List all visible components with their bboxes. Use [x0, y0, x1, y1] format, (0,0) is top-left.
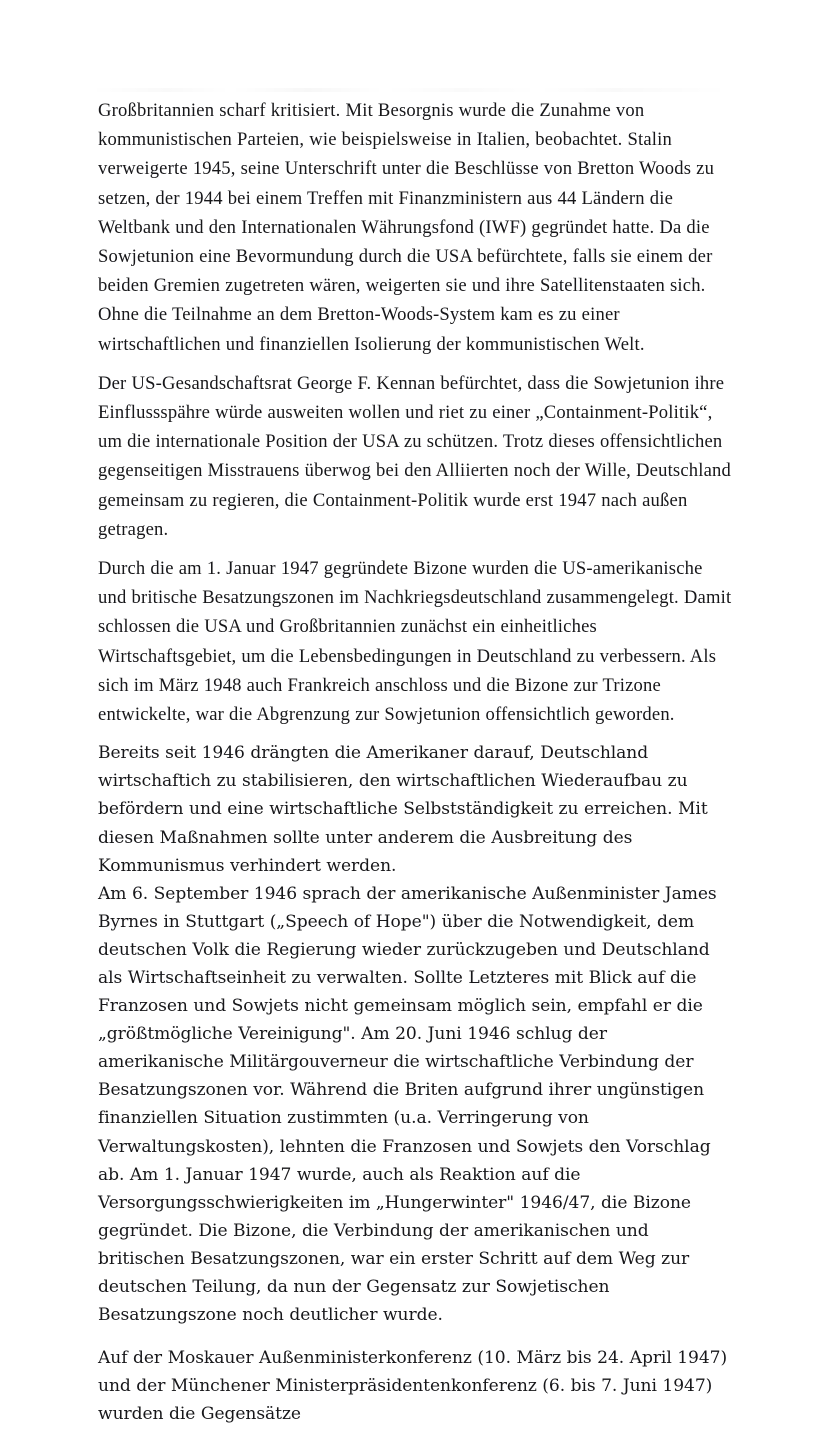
- document-text-body: [98, 96, 732, 1429]
- paragraph-5: Am 6. September 1946 sprach der amerikanische Außenminister James Byrnes in Stuttgart („Speech of Hope") über die Notwendigkeit, dem deutschen Volk die Regierung wieder zurückzugeben und Deutschland als Wirtschaftseinheit zu verwalten. Sollte Letzteres mit Blick auf die Franzosen und Sowjets nicht gemeinsam möglich sein, empfahl er die „größtmögliche Vereinigung". Am 20. Juni 1946 schlug der amerikanische Militärgouverneur die wirtschaftliche Verbindung der Besatzungszonen vor. Während die Briten aufgrund ihrer ungünstigen finanziellen Situation zustimmten (u.a. Verringerung von Verwaltungskosten), lehnten die Franzosen und Sowjets den Vorschlag ab. Am 1. Januar 1947 wurde, auch als Reaktion auf die Versorgungsschwierigkeiten im „Hungerwinter" 1946/47, die Bizone gegründet. Die Bizone, die Verbindung der amerikanischen und britischen Besatzungszonen, war ein erster Schritt auf dem Weg zur deutschen Teilung, da nun der Gegensatz zur Sowjetischen Besatzungszone noch deutlicher wurde.: [98, 883, 717, 1326]
- paragraph-2: Der US-Gesandschaftsrat George F. Kennan befürchtet, dass die Sowjetunion ihre Einflussspähre würde ausweiten wollen und riet zu einer „Containment-Politik“, um die internationale Position der USA zu schützen. Trotz dieses offensichtlichen gegenseitigen Misstrauens überwog bei den Alliierten noch der Wille, Deutschland gemeinsam zu regieren, die Containment-Politik wurde erst 1947 nach außen getragen.: [98, 372, 732, 540]
- paragraph-4: Bereits seit 1946 drängten die Amerikaner darauf, Deutschland wirtschaftich zu stabilisieren, den wirtschaftlichen Wiederaufbau zu befördern und eine wirtschaftliche Selbstständigkeit zu erreichen. Mit diesen Maßnahmen sollte unter anderem die Ausbreitung des Kommunismus verhindert werden.: [98, 743, 708, 876]
- scan-artifact: [90, 88, 730, 92]
- paragraph-1: Großbritannien scharf kritisiert. Mit Besorgnis wurde die Zunahme von kommunistischen Parteien, wie beispielsweise in Italien, beobachtet. Stalin verweigerte 1945, seine Unterschrift unter die Beschlüsse von Bretton Woods zu setzen, der 1944 bei einem Treffen mit Finanzministern aus 44 Ländern die Weltbank und den Internationalen Währungsfond (IWF) gegründet hatte. Da die Sowjetunion eine Bevormundung durch die USA befürchtete, falls sie einem der beiden Gremien zugetreten wären, weigerten sie und ihre Satellitenstaaten sich. Ohne die Teilnahme an dem Bretton-Woods-System kam es zu einer wirtschaftlichen und finanziellen Isolierung der kommunistischen Welt.: [98, 100, 715, 355]
- paragraph-6: Auf der Moskauer Außenministerkonferenz (10. März bis 24. April 1947) und der Münchener Ministerpräsidentenkonferenz (6. bis 7. Juni 1947) wurden die Gegensätze: [98, 1348, 728, 1425]
- paragraph-3: Durch die am 1. Januar 1947 gegründete Bizone wurden die US-amerikanische und britische Besatzungszonen im Nachkriegsdeutschland zusammengelegt. Damit schlossen die USA und Großbritannien zunächst ein einheitliches Wirtschaftsgebiet, um die Lebensbedingungen in Deutschland zu verbessern. Als sich im März 1948 auch Frankreich anschloss und die Bizone zur Trizone entwickelte, war die Abgrenzung zur Sowjetunion offensichtlich geworden.: [98, 558, 732, 726]
